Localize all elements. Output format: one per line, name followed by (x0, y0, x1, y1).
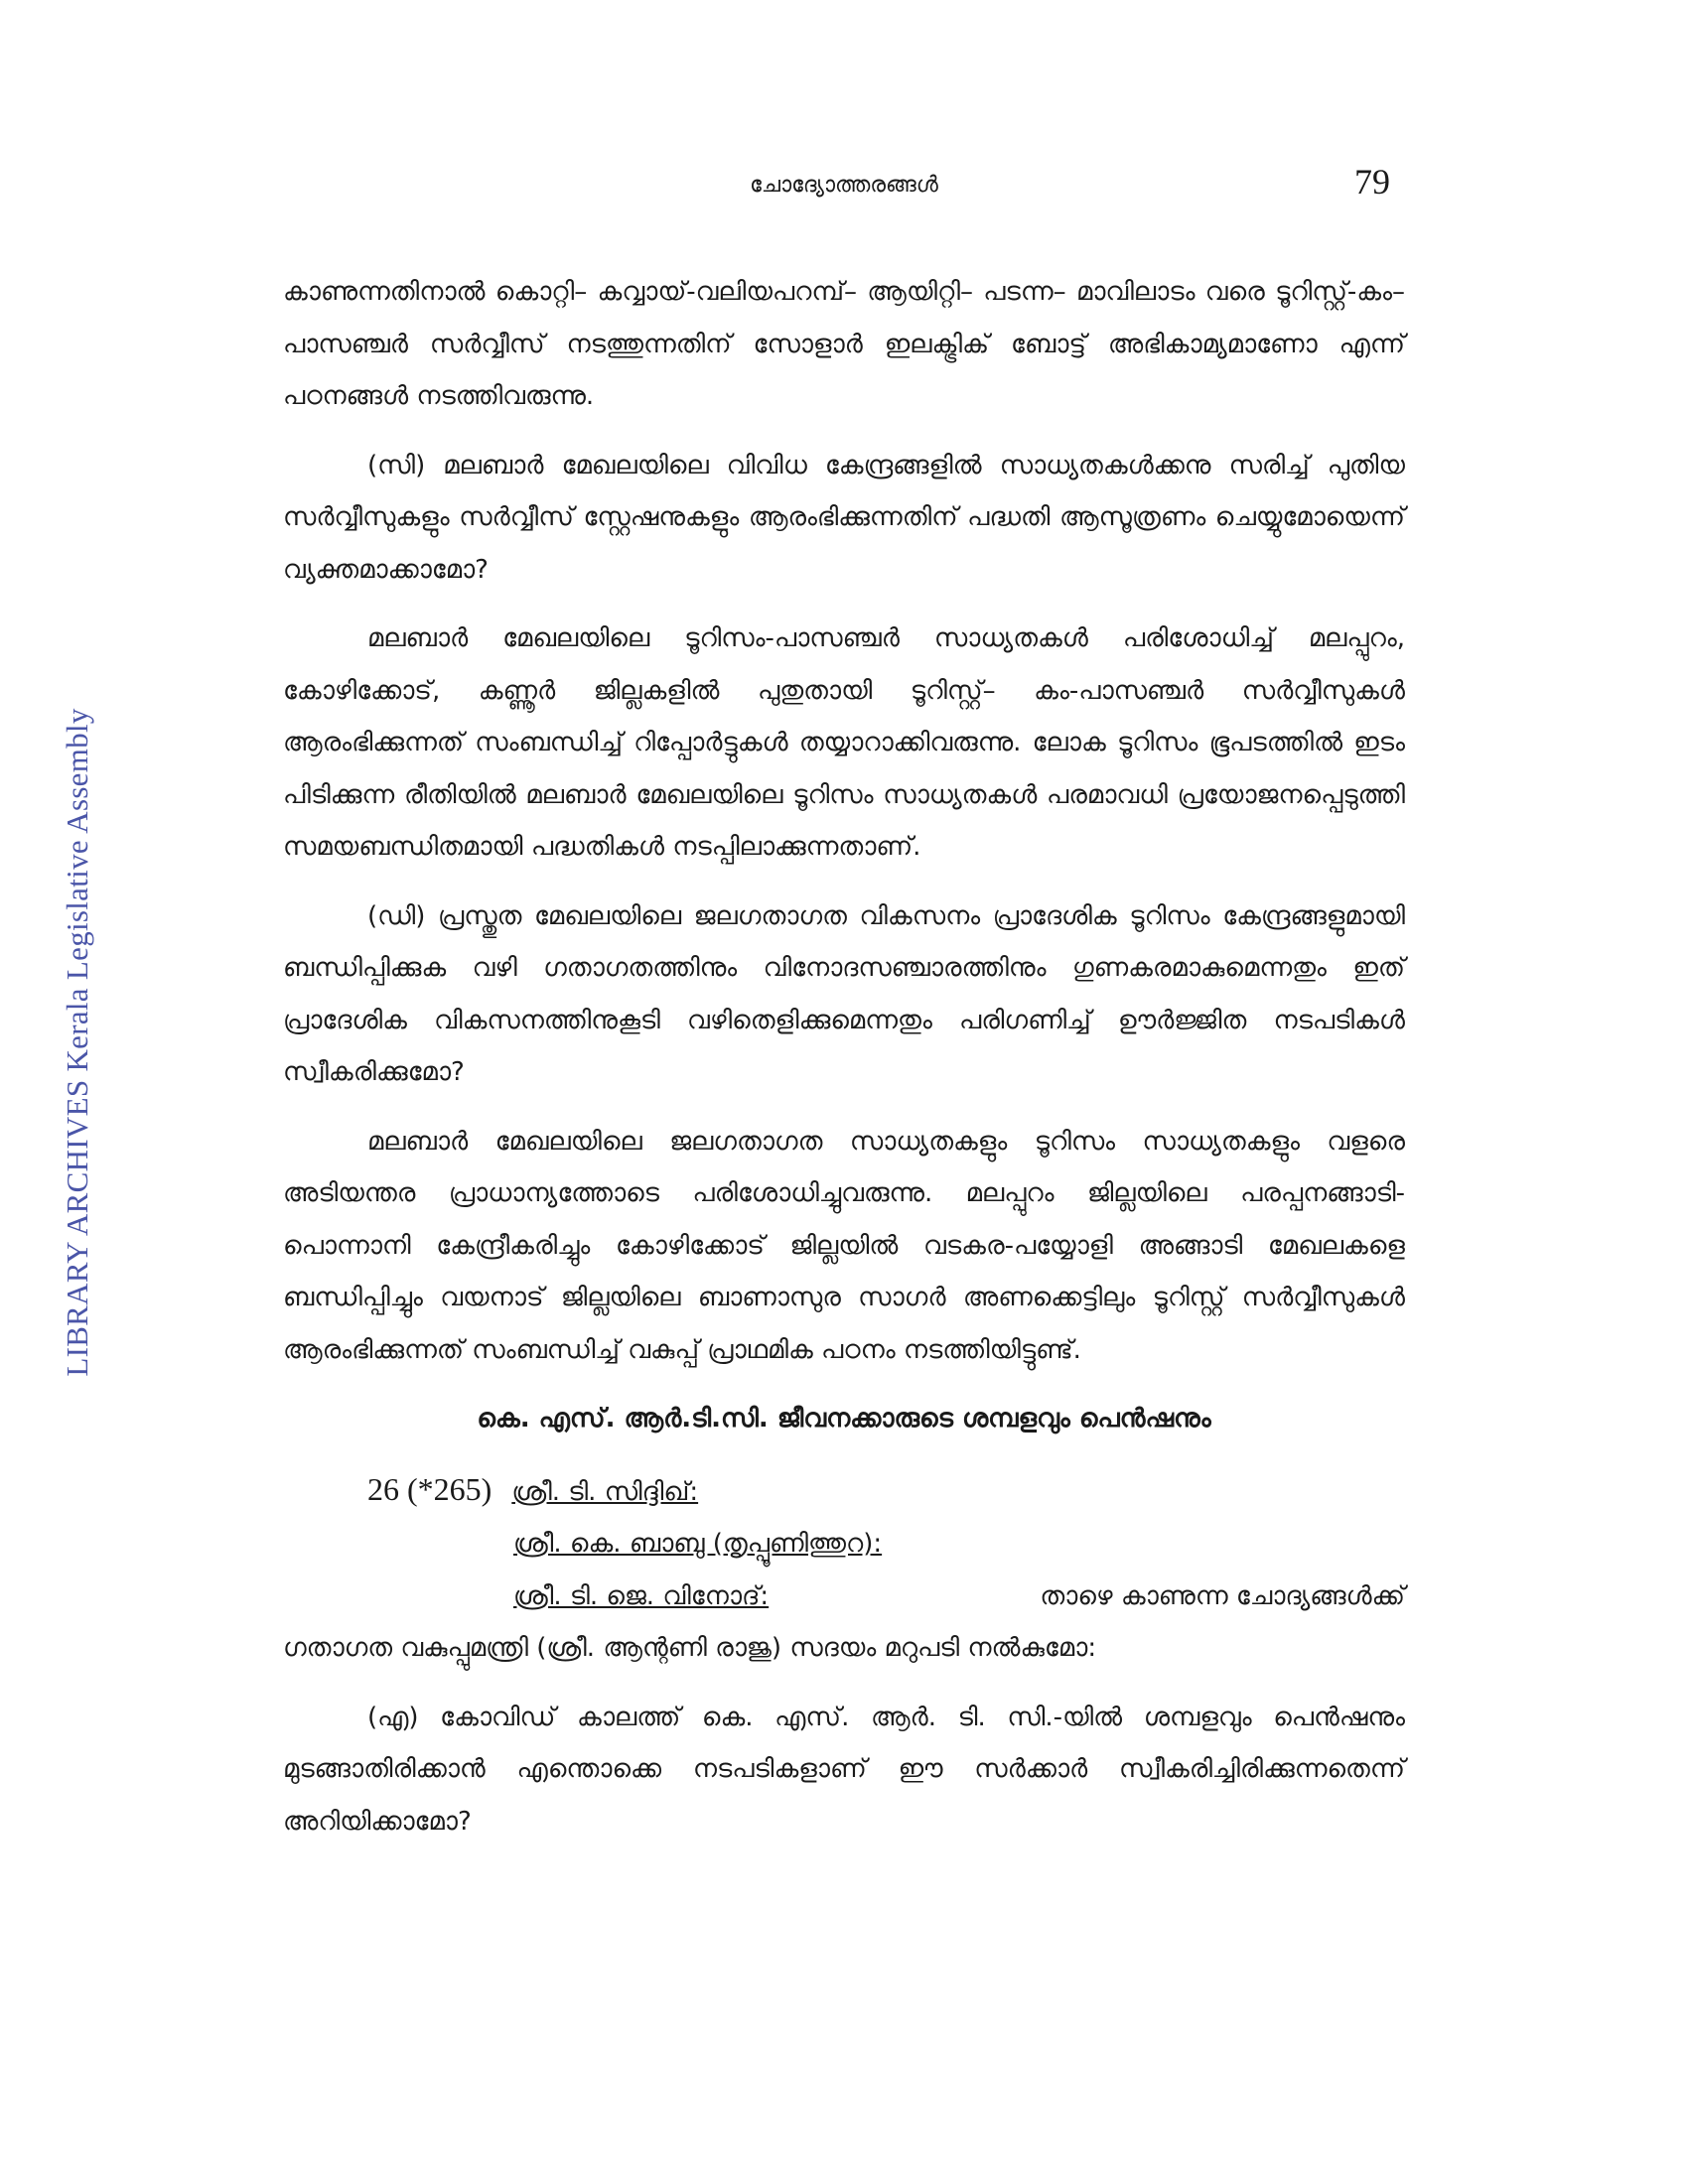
member-name-3: ശ്രീ. ടി. ജെ. വിനോദ്: (513, 1580, 770, 1611)
running-header-title: ചോദ്യോത്തരങ്ങൾ (750, 173, 938, 198)
page-number: 79 (1354, 162, 1390, 202)
question-c: (സി) മലബാർ മേഖലയിലെ വിവിധ കേന്ദ്രങ്ങളിൽ സാധ്യതകൾക്കനു സരിച്ച് പുതിയ സർവ്വീസുകളും സർവ്വീസ് സ്റ്റേഷനുകളും ആരംഭിക്കുന്നതിന് പദ്ധതി ആസൂത്രണം ചെയ്യുമോയെന്ന് വ്യക്തമാക്കാമോ? (283, 450, 1405, 585)
answer-c: മലബാർ മേഖലയിലെ ടൂറിസം-പാസഞ്ചർ സാധ്യതകൾ പരിശോധിച്ച് മലപ്പുറം, കോഴിക്കോട്, കണ്ണൂർ ജില്ലകളിൽ പുതുതായി ടൂറിസ്റ്റ്– കം-പാസഞ്ചർ സർവ്വീസുകൾ ആരംഭിക്കുന്നത് സംബന്ധിച്ച് റിപ്പോർട്ടുകൾ തയ്യാറാക്കിവരുന്നു. ലോക ടൂറിസം ഭൂപടത്തിൽ ഇടം പിടിക്കുന്ന രീതിയിൽ മലബാർ മേഖലയിലെ ടൂറിസം സാധ്യതകൾ പരമാവധി പ്രയോജനപ്പെടുത്തി സമയബന്ധിതമായി പദ്ധതികൾ നടപ്പിലാക്കുന്നതാണ്. (283, 623, 1405, 862)
member-line-2 (283, 1518, 1405, 1570)
section-heading: കെ. എസ്. ആർ.ടി.സി. ജീവനക്കാരുടെ ശമ്പളവും പെൻഷനും (477, 1404, 1211, 1433)
member-line-3 (283, 1570, 1405, 1623)
question-d: (ഡി) പ്രസ്തുത മേഖലയിലെ ജലഗതാഗത വികസനം പ്രാദേശിക ടൂറിസം കേന്ദ്രങ്ങളുമായി ബന്ധിപ്പിക്കുക വഴി ഗതാഗതത്തിനും വിനോദസഞ്ചാരത്തിനും ഗുണകരമാകുമെന്നതും ഇത് പ്രാദേശിക വികസനത്തിനുകൂടി വഴിതെളിക്കുമെന്നതും പരിഗണിച്ച് ഊർജ്ജിത നടപടികൾ സ്വീകരിക്കുമോ? (283, 900, 1405, 1087)
question-number: 26 (*265) (367, 1470, 492, 1507)
question-number-line (283, 1463, 1405, 1519)
paragraph-continued-answer: കാണുന്നതിനാൽ കൊറ്റി– കവ്വായ്-വലിയപറമ്പ്– ആയിറ്റി– പടന്ന– മാവിലാടം വരെ ടൂറിസ്റ്റ്-കം– പാസഞ്ചർ സർവ്വീസ് നടത്തുന്നതിന് സോളാർ ഇലക്ട്രിക് ബോട്ട് അഭികാമ്യമാണോ എന്ന് പഠനങ്ങൾ നടത്തിവരുന്നു. (283, 277, 1405, 411)
question-intro-tail: താഴെ കാണുന്ന ചോദ്യങ്ങൾക്ക് (1040, 1580, 1405, 1611)
answer-d: മലബാർ മേഖലയിലെ ജലഗതാഗത സാധ്യതകളും ടൂറിസം സാധ്യതകളും വളരെ അടിയന്തര പ്രാധാന്യത്തോടെ പരിശോധിച്ചുവരുന്നു. മലപ്പുറം ജില്ലയിലെ പരപ്പനങ്ങാടി-പൊന്നാനി കേന്ദ്രീകരിച്ചും കോഴിക്കോട് ജില്ലയിൽ വടകര-പയ്യോളി അങ്ങാടി മേഖലകളെ ബന്ധിപ്പിച്ചും വയനാട് ജില്ലയിലെ ബാണാസുര സാഗർ അണക്കെട്ടിലും ടൂറിസ്റ്റ് സർവ്വീസുകൾ ആരംഭിക്കുന്നത് സംബന്ധിച്ച് വകുപ്പ് പ്രാഥമിക പഠനം നടത്തിയിട്ടുണ്ട്. (283, 1126, 1405, 1365)
member-name-2: ശ്രീ. കെ. ബാബു (തൃപ്പൂണിത്തുറ): (513, 1529, 883, 1559)
question-a: (എ) കോവിഡ് കാലത്ത് കെ. എസ്. ആർ. ടി. സി.-യിൽ ശമ്പളവും പെൻഷനും മുടങ്ങാതിരിക്കാൻ എന്തൊക്കെ നടപടികളാണ് ഈ സർക്കാർ സ്വീകരിച്ചിരിക്കുന്നതെന്ന് അറിയിക്കാമോ? (283, 1702, 1405, 1837)
question-intro-line: ഗതാഗത വകുപ്പുമന്ത്രി (ശ്രീ. ആന്റണി രാജു) സദയം മറുപടി നൽകുമോ: (283, 1633, 1097, 1663)
member-name-1: ശ്രീ. ടി. സിദ്ദിഖ്: (511, 1476, 699, 1507)
archive-watermark-text: LIBRARY ARCHIVES Kerala Legislative Assembly (60, 708, 94, 1377)
page-body (283, 266, 1405, 1864)
